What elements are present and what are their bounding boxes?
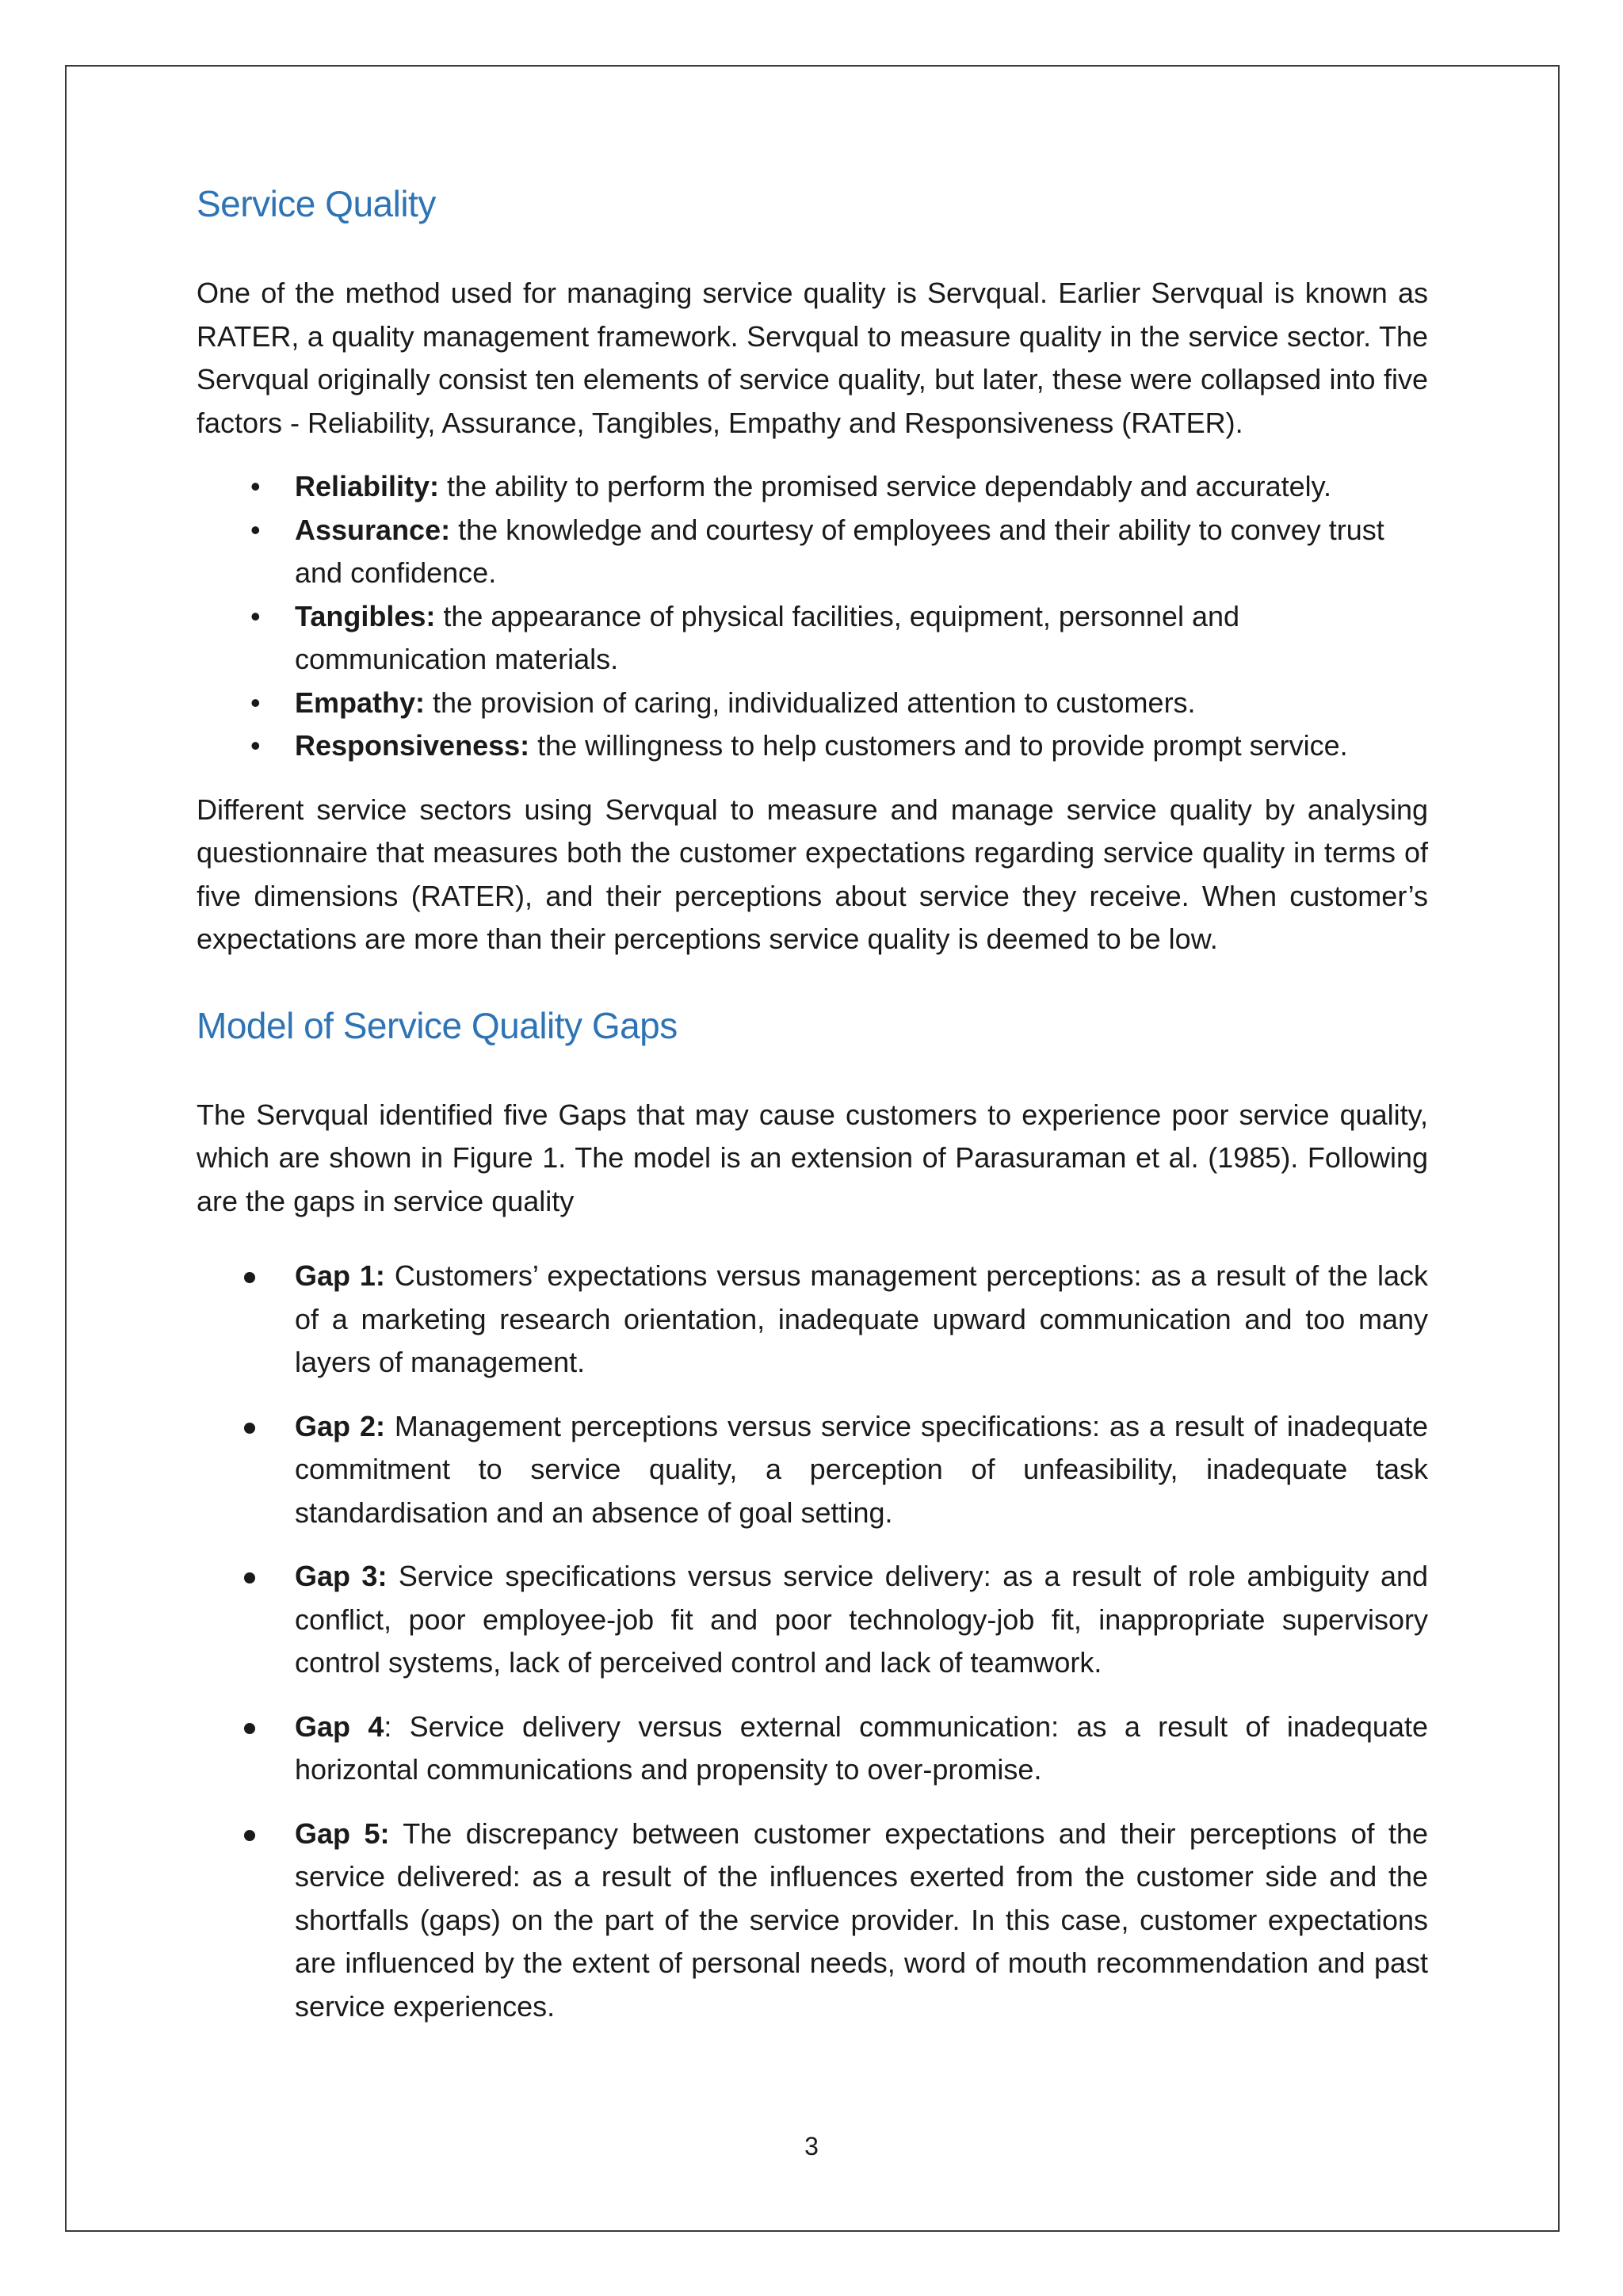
list-item-text: Customers’ expectations versus management perceptions: as a result of the lack of a marketing research orientation, inadequate upward communication and too many layers of management. — [295, 1259, 1429, 1379]
document-body — [197, 182, 1428, 2049]
list-item-term: Gap 4 — [295, 1710, 384, 1743]
bullet-icon: • — [250, 729, 261, 762]
bullet-icon — [244, 1272, 255, 1283]
list-item — [197, 465, 1428, 509]
list-item — [197, 595, 1428, 682]
list-item-term: Tangibles: — [295, 599, 436, 632]
list-item-text: the willingness to help customers and to provide prompt service. — [529, 729, 1348, 762]
bullet-icon: • — [250, 513, 261, 546]
list-item-text: the provision of caring, individualized attention to customers. — [425, 686, 1196, 719]
list-item — [197, 1706, 1428, 1792]
bullet-icon — [244, 1723, 255, 1734]
list-item-text: : Service delivery versus external communication: as a result of inadequate horizontal communications and propensity to over-promise. — [295, 1710, 1428, 1786]
page-number: 3 — [804, 2132, 819, 2160]
bullet-icon: • — [250, 470, 261, 503]
list-item-term: Assurance: — [295, 513, 451, 546]
service-quality-closing: Different service sectors using Servqual to measure and manage service quality by analysing questionnaire that measures both the customer expectations regarding service quality in terms of five dimensions (RATER), and their perceptions about service they receive. When customer’s expectations are more than their perceptions service quality is deemed to be low. — [197, 793, 1428, 956]
service-quality-intro: One of the method used for managing service quality is Servqual. Earlier Servqual is known as RATER, a quality management framework. Servqual to measure quality in the service sector. The Servqual originally consist ten elements of service quality, but later, these were collapsed into five factors - Reliability, Assurance, Tangibles, Empathy and Responsiveness (RATER). — [197, 277, 1428, 439]
bullet-icon: • — [250, 599, 261, 632]
list-item-text: the appearance of physical facilities, equipment, personnel and communication materials. — [295, 599, 1240, 676]
gap-list — [197, 1255, 1428, 2028]
heading-gaps-model: Model of Service Quality Gaps — [197, 1004, 678, 1046]
list-item-text: Service specifications versus service delivery: as a result of role ambiguity and conflict, poor employee-job fit and poor technology-job fit, inappropriate supervisory control systems, lack of perceived control and lack of teamwork. — [295, 1560, 1429, 1679]
list-item — [197, 1813, 1428, 2029]
list-item — [197, 724, 1428, 768]
list-item-term: Reliability: — [295, 470, 440, 503]
list-item-term: Gap 2: — [295, 1409, 385, 1442]
list-item — [197, 509, 1428, 595]
rater-list — [197, 465, 1428, 768]
heading-service-quality: Service Quality — [197, 183, 436, 224]
list-item — [197, 682, 1428, 725]
list-item-term: Empathy: — [295, 686, 426, 719]
list-item-term: Gap 5: — [295, 1817, 390, 1850]
list-item-term: Gap 3: — [295, 1560, 388, 1593]
list-item — [197, 1555, 1428, 1685]
bullet-icon — [244, 1423, 255, 1434]
list-item-text: the ability to perform the promised service dependably and accurately. — [439, 470, 1331, 503]
list-item-term: Responsiveness: — [295, 729, 530, 762]
list-item-term: Gap 1: — [295, 1259, 385, 1293]
gaps-intro: The Servqual identified five Gaps that may cause customers to experience poor service quality, which are shown in Figure 1. The model is an extension of Parasuraman et al. (1985). Following are the gaps in service quality — [197, 1098, 1428, 1217]
list-item — [197, 1255, 1428, 1385]
bullet-icon: • — [250, 686, 261, 719]
list-item-text: The discrepancy between customer expectations and their perceptions of the service delivered: as a result of the influences exerted from the customer side and the shortfalls (gaps) on the part of the service provider. In this case, customer expectations are influenced by the extent of personal needs, word of mouth recommendation and past service experiences. — [295, 1817, 1429, 2023]
list-item-text: the knowledge and courtesy of employees and their ability to convey trust and confidence. — [295, 513, 1384, 590]
list-item-text: Management perceptions versus service specifications: as a result of inadequate commitment to service quality, a perception of unfeasibility, inadequate task standardisation and an absence of goal setting. — [295, 1409, 1429, 1529]
list-item — [197, 1405, 1428, 1535]
bullet-icon — [244, 1830, 255, 1841]
bullet-icon — [244, 1572, 255, 1584]
